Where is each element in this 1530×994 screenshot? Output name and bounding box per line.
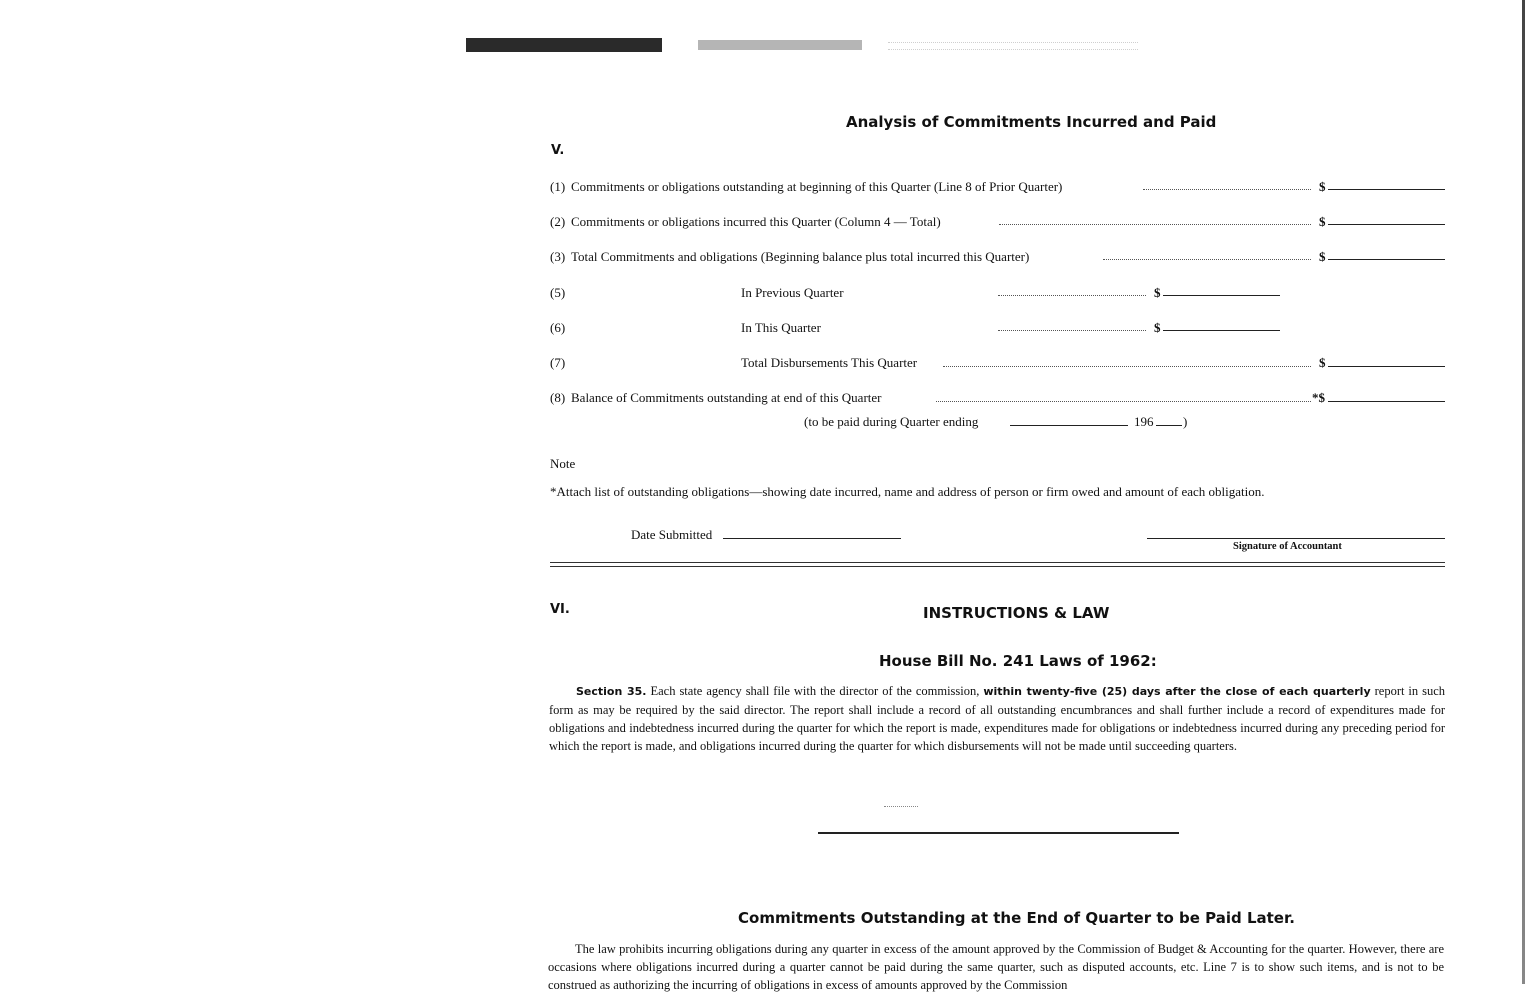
line-3-number: (3) <box>550 249 566 264</box>
line-7-leader <box>943 366 1311 367</box>
law-subtitle: House Bill No. 241 Laws of 1962: <box>879 652 1157 670</box>
date-submitted-field[interactable] <box>723 538 901 539</box>
redacted-header-bar <box>466 38 662 52</box>
line-2-leader <box>999 224 1311 225</box>
paid-during-year: 196 <box>1134 414 1154 429</box>
line-5-amount-field[interactable] <box>1163 295 1280 296</box>
paid-during-date-field[interactable] <box>1010 425 1128 426</box>
line-1-amount-field[interactable] <box>1328 189 1445 190</box>
line-1-number: (1) <box>550 179 566 194</box>
line-5-number: (5) <box>550 285 566 300</box>
section-35-text-2: report in such form as may be required by the said director. The report shall include a record of all outstanding encumbrances and shall further include a record of expenditures made for obligations and indebtedness incurred during the quarter for which the report is made, expenditures made for obligations or indebtedness incurred during any preceding period for which the report is made, and obligations incurred during the quarter for which disbursements will not be made until succeeding quarters. <box>549 684 1446 753</box>
scan-speck <box>884 806 918 809</box>
commitments-later-paragraph: The law prohibits incurring obligations during any quarter in excess of the amount approved by the Commission of Budget & Accounting for the quarter. However, there are occasions where obligations incurred during a quarter cannot be paid during the same quarter, such as disputed accounts, etc. Line 7 is to show such items, and is not to be construed as authorizing the incurring of obligations in excess of amounts approved by the Commission <box>548 942 1444 992</box>
line-6-currency: $ <box>1154 320 1161 335</box>
line-3-text: Total Commitments and obligations (Beginning balance plus total incurred this Quarter) <box>571 249 1030 264</box>
section-v-title: Analysis of Commitments Incurred and Paid <box>846 113 1217 131</box>
line-3-leader <box>1103 259 1311 260</box>
line-7-currency: $ <box>1319 355 1326 370</box>
line-2-number: (2) <box>550 214 566 229</box>
line-6-leader <box>998 330 1146 331</box>
line-6-amount-field[interactable] <box>1163 330 1280 331</box>
line-8-text: Balance of Commitments outstanding at end of this Quarter <box>571 390 882 405</box>
faded-header-text <box>888 42 1138 50</box>
note-label: Note <box>550 456 576 471</box>
line-1-leader <box>1143 189 1311 190</box>
section-vi-numeral: VI. <box>550 602 570 617</box>
line-1-text: Commitments or obligations outstanding at beginning of this Quarter (Line 8 of Prior Quarter) <box>571 179 1063 194</box>
line-8-currency: *$ <box>1312 390 1325 405</box>
commitments-later-title: Commitments Outstanding at the End of Quarter to be Paid Later. <box>738 909 1295 927</box>
line-1-currency: $ <box>1319 179 1326 194</box>
line-2-currency: $ <box>1319 214 1326 229</box>
line-3-amount-field[interactable] <box>1328 259 1445 260</box>
line-7-amount-field[interactable] <box>1328 366 1445 367</box>
signature-field[interactable] <box>1147 538 1445 539</box>
paid-during-year-field[interactable] <box>1156 425 1182 426</box>
section-35-label: Section 35. <box>576 685 647 698</box>
section-v-numeral: V. <box>551 143 565 158</box>
date-submitted-label: Date Submitted <box>631 527 713 542</box>
centered-rule <box>818 832 1179 834</box>
signature-label: Signature of Accountant <box>1233 541 1342 552</box>
line-8-amount-field[interactable] <box>1328 401 1445 402</box>
line-2-amount-field[interactable] <box>1328 224 1445 225</box>
line-8-number: (8) <box>550 390 566 405</box>
line-5-currency: $ <box>1154 285 1161 300</box>
section-divider <box>550 562 1445 567</box>
line-5-text: In Previous Quarter <box>741 285 844 300</box>
line-6-text: In This Quarter <box>741 320 821 335</box>
line-2-text: Commitments or obligations incurred this Quarter (Column 4 — Total) <box>571 214 941 229</box>
line-6-number: (6) <box>550 320 566 335</box>
section-35-paragraph <box>549 682 1445 755</box>
note-text: *Attach list of outstanding obligations—showing date incurred, name and address of person or firm owed and amount of each obligation. <box>550 484 1265 499</box>
section-35-text-1: Each state agency shall file with the director of the commission, <box>650 684 980 698</box>
line-8-leader <box>936 401 1311 402</box>
line-3-currency: $ <box>1319 249 1326 264</box>
section-35-deadline: within twenty-five (25) days after the close of each quarterly <box>983 685 1371 698</box>
paid-during-label: (to be paid during Quarter ending <box>804 414 979 429</box>
line-7-number: (7) <box>550 355 566 370</box>
section-vi-title: INSTRUCTIONS & LAW <box>923 604 1110 622</box>
paid-during-close: ) <box>1183 414 1188 429</box>
faded-header-bar <box>698 40 862 50</box>
line-5-leader <box>998 295 1146 296</box>
page-edge <box>1522 0 1525 984</box>
line-7-text: Total Disbursements This Quarter <box>741 355 918 370</box>
